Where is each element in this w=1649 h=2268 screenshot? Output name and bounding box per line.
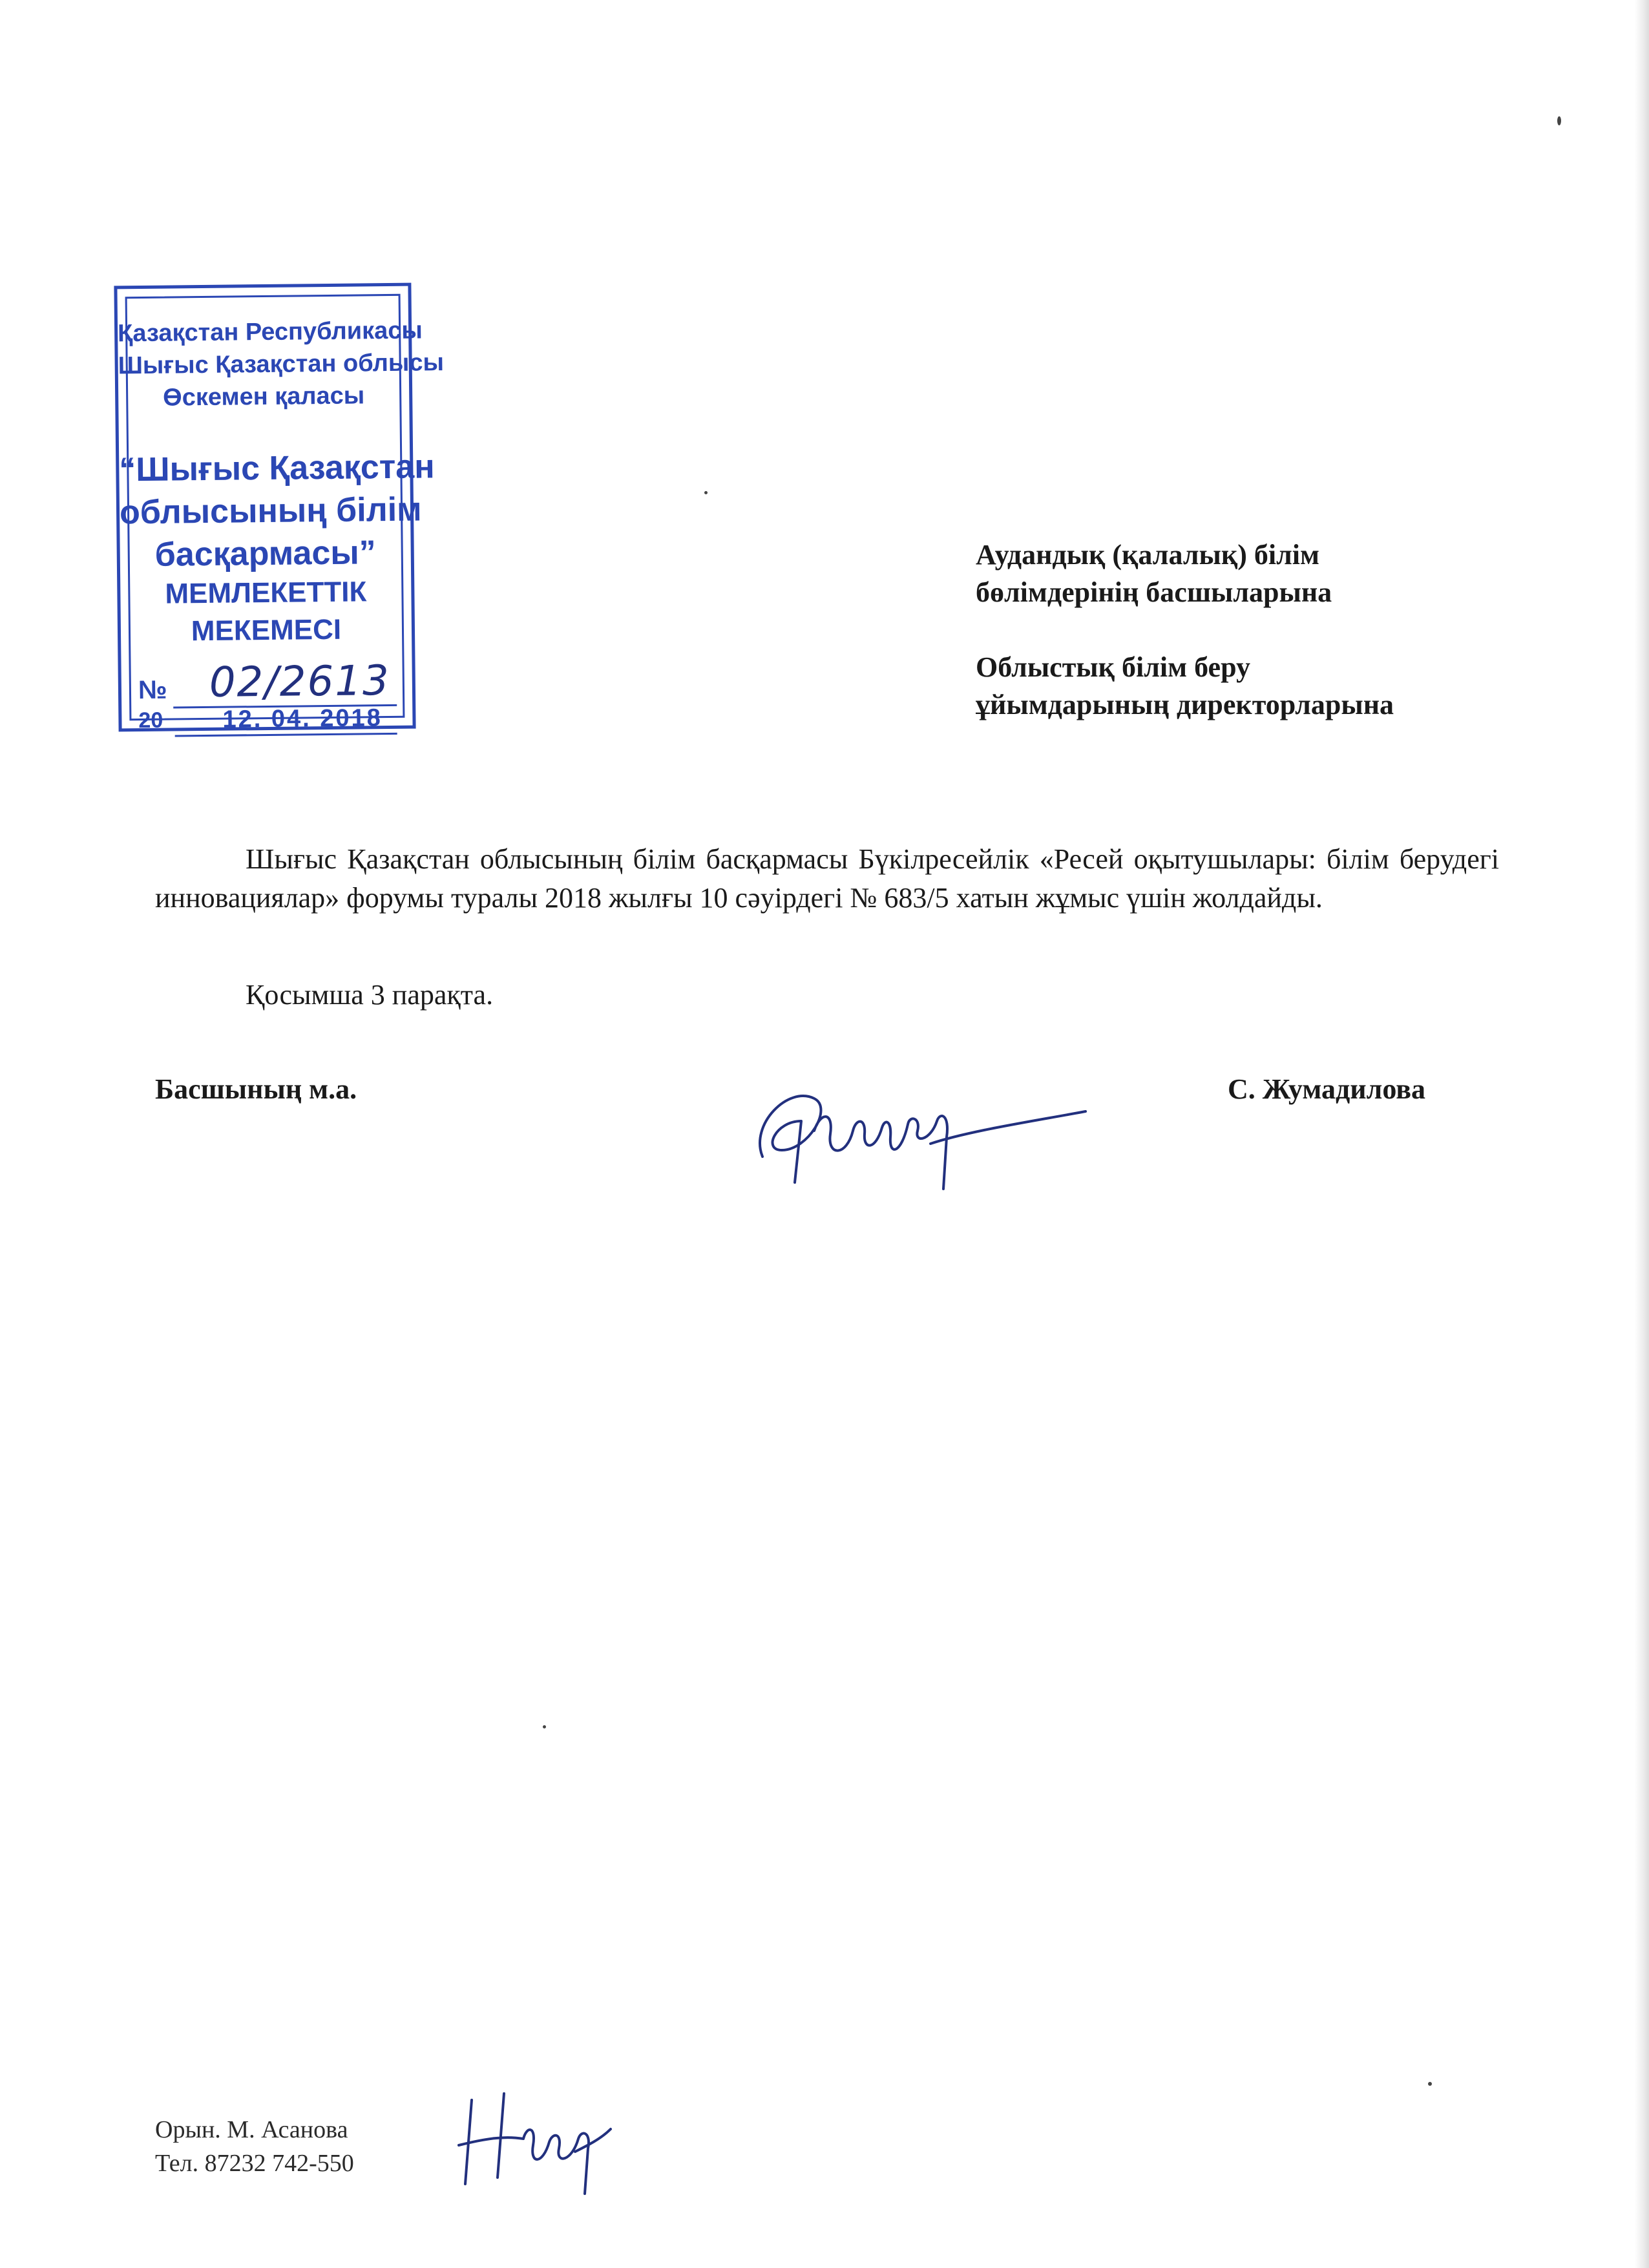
stamp-number-row [138,656,397,709]
addressee-line: ұйымдарының директорларына [976,689,1394,720]
stamp-number-value: 02/2613 [209,656,391,707]
stamp-date-label: 20 [138,708,163,733]
signatory-name: С. Жумадилова [1228,1073,1425,1105]
addressee-line: Аудандық (қалалық) білім [976,539,1319,571]
stamp-region: Шығыс Қазақстан облысы [118,349,445,380]
scan-speck [1428,2082,1432,2086]
stamp-country: Қазақстан Республикасы [117,317,423,348]
attachment-note: Қосымша 3 парақта. [246,979,494,1011]
executor-name: Орын. М. Асанова [155,2116,348,2143]
stamp-org-line2: облысының білім [119,490,422,532]
signatory-role: Басшының м.а. [155,1073,357,1105]
executor-info [155,2113,354,2180]
addressee-line: Облыстық білім беру [976,651,1250,683]
stamp-date-value: 12. 04. 2018 [222,704,383,733]
stamp-org-type-line2: МЕКЕМЕСІ [191,613,342,647]
addressee-directors [976,649,1557,724]
addressee-block [976,536,1557,724]
letter-body [155,840,1499,918]
stamp-number-label: № [138,675,167,705]
body-paragraph: Шығыс Қазақстан облысының білім басқармасы Бүкілресейлік «Ресей оқытушылары: білім берудегі инновациялар» форумы туралы 2018 жылғы 10 сәуірдегі № 683/5 хатын жұмыс үшін жолдайды. [155,843,1499,914]
executor-phone: Тел. 87232 742-550 [155,2150,354,2177]
registration-stamp [114,283,445,733]
stamp-org-line3: басқармасы” [154,534,377,574]
scan-speck [543,1725,546,1728]
stamp-date-row [138,706,397,735]
stamp-date-underline [175,733,397,737]
stamp-city: Өскемен қаласы [162,382,365,412]
handwritten-signature [737,1060,1098,1228]
scanned-page-edge [1635,0,1649,2268]
stamp-org-type-line1: МЕМЛЕКЕТТІК [165,576,367,610]
addressee-district-heads [976,536,1557,611]
scan-speck [1557,116,1561,125]
addressee-line: бөлімдерінің басшыларына [976,576,1332,608]
handwritten-initials [446,2074,614,2197]
stamp-org-line1: “Шығыс Қазақстан [119,448,435,489]
scan-speck [704,491,708,494]
